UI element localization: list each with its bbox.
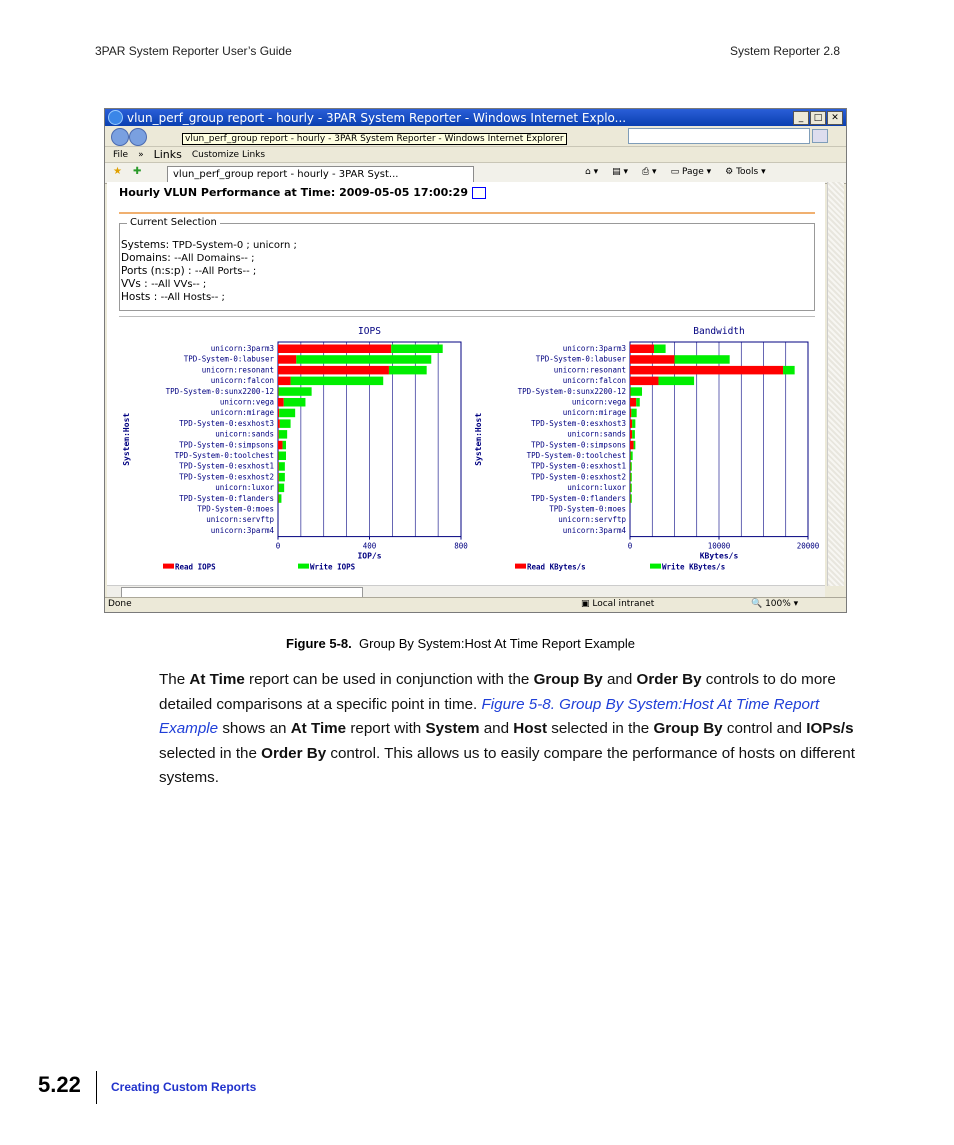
- category-label: unicorn:resonant: [201, 365, 274, 375]
- close-icon[interactable]: ✕: [827, 111, 843, 125]
- bar-segment: [278, 409, 279, 418]
- status-text: Done: [108, 599, 132, 609]
- x-tick-label: 20000: [796, 541, 820, 551]
- category-label: unicorn:falcon: [562, 376, 626, 386]
- bar-segment: [632, 419, 635, 428]
- bar-segment: [630, 387, 642, 396]
- export-icon[interactable]: [472, 187, 486, 199]
- bar-segment: [278, 462, 279, 471]
- bar-segment: [658, 377, 694, 386]
- category-label: unicorn:3parm3: [562, 344, 626, 353]
- bar-segment: [278, 387, 311, 396]
- bar-segment: [783, 366, 795, 375]
- selection-domains: Domains: --All Domains-- ;: [121, 252, 255, 264]
- bar-segment: [630, 484, 631, 493]
- add-favorite-icon[interactable]: ✚: [133, 166, 142, 177]
- tab-active[interactable]: vlun_perf_group report - hourly - 3PAR Syst...: [167, 166, 474, 183]
- x-tick-label: 0: [275, 541, 281, 551]
- report-content: [107, 182, 825, 586]
- bar-segment: [391, 345, 442, 354]
- y-axis-label: System:Host: [474, 412, 483, 466]
- x-tick-label: 800: [454, 541, 468, 551]
- category-label: TPD-System-0:flanders: [179, 493, 274, 503]
- chart-top-rule: [119, 316, 815, 317]
- running-header-left: 3PAR System Reporter User’s Guide: [95, 44, 292, 58]
- ie-logo-icon: [108, 110, 123, 125]
- category-label: unicorn:sands: [215, 429, 274, 439]
- bar-segment: [630, 377, 658, 386]
- command-bar: [585, 167, 766, 177]
- bar-segment: [630, 409, 631, 418]
- bar-segment: [630, 419, 632, 428]
- customize-links[interactable]: Customize Links: [191, 149, 266, 160]
- selection-ports: Ports (n:s:p) : --All Ports-- ;: [121, 265, 257, 277]
- bar-segment: [278, 398, 284, 407]
- bar-segment: [634, 441, 636, 450]
- legend-swatch: [650, 564, 661, 569]
- bar-segment: [283, 441, 286, 450]
- category-label: TPD-System-0:moes: [197, 504, 274, 514]
- favorites-star-icon[interactable]: ★: [113, 166, 122, 177]
- figure-caption: Figure 5-8. Group By System:Host At Time Report Example: [286, 636, 635, 651]
- category-label: TPD-System-0:esxhost1: [531, 461, 626, 471]
- menu-links-bar: [105, 147, 846, 163]
- category-label: TPD-System-0:sunx2200-12: [165, 386, 274, 396]
- feeds-icon[interactable]: ▤ ▾: [612, 167, 628, 177]
- title-tooltip: vlun_perf_group report - hourly - 3PAR System Reporter - Windows Internet Explorer: [182, 133, 567, 145]
- category-label: unicorn:mirage: [210, 408, 274, 418]
- category-label: TPD-System-0:flanders: [531, 493, 626, 503]
- home-icon[interactable]: ⌂ ▾: [585, 167, 599, 177]
- legend-label: Read KBytes/s: [527, 562, 586, 572]
- browser-window-screenshot: [104, 108, 847, 613]
- bar-segment: [630, 366, 783, 375]
- minimize-icon[interactable]: _: [793, 111, 809, 125]
- x-tick-label: 10000: [707, 541, 731, 551]
- category-label: TPD-System-0:toolchest: [174, 451, 274, 460]
- bar-segment: [630, 494, 631, 503]
- category-label: TPD-System-0:esxhost3: [179, 418, 274, 428]
- chart-title: IOPS: [358, 326, 381, 337]
- links-label[interactable]: Links: [153, 148, 182, 161]
- report-title: Hourly VLUN Performance at Time: 2009-05-05 17:00:29: [119, 186, 486, 199]
- body-paragraph: The At Time report can be used in conjunction with the Group By and Order By controls to do more detailed comparisons at a specific point in time. Figure 5-8. Group By System:Host At Time Report Example shows an At Time report with System and Host selected in the Group By control and IOPs/s selected in the Order By control. This allows us to easily compare the performance of hosts on different systems.: [159, 671, 855, 787]
- bar-segment: [278, 419, 280, 428]
- bar-segment: [630, 355, 675, 364]
- category-label: unicorn:3parm4: [562, 525, 626, 535]
- legend-swatch: [298, 564, 309, 569]
- category-label: unicorn:vega: [219, 397, 274, 407]
- category-label: unicorn:luxor: [215, 483, 274, 493]
- forward-icon[interactable]: [129, 128, 147, 146]
- category-label: unicorn:servftp: [206, 515, 274, 525]
- legend-swatch: [515, 564, 526, 569]
- chart-title: Bandwidth: [693, 326, 745, 337]
- bar-segment: [278, 452, 286, 461]
- bar-segment: [278, 494, 281, 503]
- bar-segment: [632, 430, 635, 439]
- bar-segment: [630, 430, 632, 439]
- category-label: TPD-System-0:simpsons: [179, 440, 274, 450]
- bar-segment: [278, 377, 291, 386]
- chevron-right-icon[interactable]: »: [138, 149, 144, 160]
- category-label: TPD-System-0:esxhost3: [531, 418, 626, 428]
- bar-segment: [279, 473, 285, 482]
- x-axis-label: IOP/s: [357, 551, 382, 561]
- zoom-level[interactable]: 🔍 100% ▾: [751, 599, 799, 609]
- selection-hosts: Hosts : --All Hosts-- ;: [121, 291, 225, 303]
- page-number: 5.22: [38, 1072, 81, 1097]
- window-title: vlun_perf_group report - hourly - 3PAR System Reporter - Windows Internet Explo...: [127, 110, 627, 125]
- bar-segment: [630, 441, 634, 450]
- category-label: unicorn:servftp: [558, 515, 626, 525]
- selection-systems: Systems: TPD-System-0 ; unicorn ;: [121, 239, 297, 251]
- bar-segment: [675, 355, 730, 364]
- search-input[interactable]: [628, 128, 810, 144]
- bar-segment: [630, 398, 636, 407]
- bar-segment: [279, 462, 285, 471]
- category-label: unicorn:luxor: [567, 483, 626, 493]
- bar-segment: [279, 409, 295, 418]
- menu-file[interactable]: File: [113, 149, 129, 160]
- legend-label: Write IOPS: [310, 562, 356, 572]
- x-axis-label: KBytes/s: [699, 551, 739, 561]
- bar-segment: [636, 398, 640, 407]
- selection-legend: Current Selection: [127, 217, 220, 228]
- bar-segment: [654, 345, 666, 354]
- bar-segment: [291, 377, 384, 386]
- category-label: TPD-System-0:esxhost1: [179, 461, 274, 471]
- category-label: TPD-System-0:esxhost2: [531, 472, 626, 482]
- category-label: unicorn:falcon: [210, 376, 274, 386]
- category-label: TPD-System-0:labuser: [183, 354, 274, 364]
- footer-section: Creating Custom Reports: [111, 1080, 257, 1094]
- category-label: TPD-System-0:esxhost2: [179, 472, 274, 482]
- bar-segment: [278, 345, 391, 354]
- y-axis-label: System:Host: [122, 412, 131, 466]
- bar-segment: [278, 430, 279, 439]
- bar-segment: [279, 430, 287, 439]
- bar-segment: [278, 484, 284, 493]
- bar-segment: [278, 441, 283, 450]
- category-label: unicorn:3parm4: [210, 525, 274, 535]
- footer-divider: [96, 1071, 97, 1104]
- category-label: unicorn:resonant: [553, 365, 626, 375]
- running-header-right: System Reporter 2.8: [730, 44, 841, 58]
- bar-segment: [278, 473, 279, 482]
- bar-segment: [280, 419, 291, 428]
- search-icon[interactable]: [812, 129, 828, 143]
- legend-swatch: [163, 564, 174, 569]
- bar-segment: [284, 398, 306, 407]
- selection-vvs: VVs : --All VVs-- ;: [121, 278, 207, 290]
- category-label: TPD-System-0:labuser: [535, 354, 626, 364]
- zone-text: ▣ Local intranet: [581, 599, 655, 609]
- bar-segment: [630, 452, 632, 461]
- charts-svg: [107, 318, 825, 578]
- category-label: TPD-System-0:moes: [549, 504, 626, 514]
- page-menu[interactable]: ▭ Page ▾: [670, 167, 712, 177]
- x-tick-label: 400: [362, 541, 377, 551]
- divider: [119, 212, 815, 214]
- legend-label: Read IOPS: [175, 562, 216, 572]
- category-label: unicorn:mirage: [562, 408, 626, 418]
- address-bar: [105, 126, 846, 147]
- category-label: unicorn:vega: [571, 397, 626, 407]
- x-tick-label: 0: [627, 541, 633, 551]
- legend-label: Write KBytes/s: [662, 562, 726, 572]
- tab-bar: [105, 163, 846, 184]
- category-label: TPD-System-0:sunx2200-12: [517, 386, 626, 396]
- bar-segment: [630, 473, 631, 482]
- print-icon[interactable]: ⎙ ▾: [641, 167, 657, 177]
- bar-segment: [296, 355, 431, 364]
- bar-segment: [278, 366, 389, 375]
- bar-segment: [630, 345, 654, 354]
- category-label: unicorn:sands: [567, 429, 626, 439]
- category-label: unicorn:3parm3: [210, 344, 274, 353]
- status-bar: [105, 597, 846, 612]
- window-titlebar: [105, 109, 846, 126]
- bar-segment: [389, 366, 427, 375]
- bar-segment: [631, 409, 636, 418]
- category-label: TPD-System-0:simpsons: [531, 440, 626, 450]
- category-label: TPD-System-0:toolchest: [526, 451, 626, 460]
- bar-segment: [278, 355, 296, 364]
- back-icon[interactable]: [111, 128, 129, 146]
- tools-menu[interactable]: ⚙ Tools ▾: [725, 167, 766, 177]
- maximize-icon[interactable]: □: [810, 111, 826, 125]
- vertical-scrollbar[interactable]: [827, 182, 844, 586]
- figure-link[interactable]: Figure 5-8. Group By System:Host At Time Report Example: [159, 695, 820, 738]
- bar-segment: [630, 462, 631, 471]
